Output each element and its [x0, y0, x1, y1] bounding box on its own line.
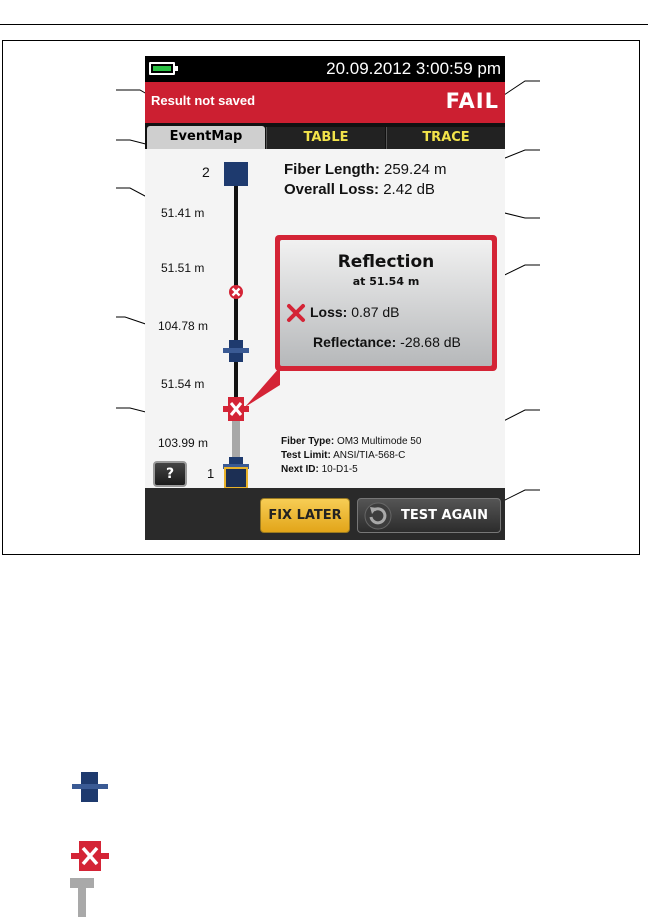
- page-top-rule: [0, 24, 648, 25]
- tester-screen: [145, 56, 505, 540]
- result-bar: [145, 82, 505, 123]
- test-limit-row: [281, 449, 421, 463]
- test-limit-label: Test Limit:: [281, 450, 331, 461]
- event-loss: [310, 304, 400, 320]
- date-time: 20.09.2012 3:00:59 pm: [326, 59, 501, 78]
- event-loss-value: 0.87 dB: [351, 304, 400, 320]
- event-reflectance: [313, 334, 461, 350]
- view-tabs: [145, 123, 505, 149]
- legend-fault-icon: [68, 838, 112, 874]
- fiber-meta: [281, 435, 421, 477]
- fail-status: FAIL: [445, 89, 499, 113]
- legend-launch-cable-icon: [68, 878, 98, 917]
- segment-length-label: 104.78 m: [158, 319, 209, 333]
- event-popup-body: [280, 240, 492, 366]
- fault-circle-icon: [229, 285, 243, 299]
- overall-loss-label: Overall Loss:: [284, 181, 380, 198]
- segment-length-label: 51.51 m: [161, 261, 205, 275]
- test-again-label: TEST AGAIN: [401, 508, 489, 523]
- event-reflectance-label: Reflectance:: [313, 334, 397, 350]
- end-connector-top-icon: [224, 162, 248, 186]
- fiber-summary: [284, 160, 447, 200]
- tab-eventmap[interactable]: EventMap: [147, 126, 265, 149]
- tab-trace[interactable]: TRACE: [386, 127, 505, 149]
- event-popup[interactable]: [275, 235, 497, 371]
- test-limit-value: ANSI/TIA-568-C: [333, 450, 406, 461]
- next-id-label: Next ID:: [281, 464, 319, 475]
- fail-x-icon: [286, 303, 306, 323]
- next-id-row: [281, 463, 421, 477]
- test-again-icon: [364, 502, 392, 530]
- event-map: [145, 149, 505, 488]
- battery-icon: [149, 62, 175, 75]
- fix-later-button[interactable]: FIX LATER: [260, 498, 350, 533]
- fiber-type-row: [281, 435, 421, 449]
- popup-pointer: [245, 367, 280, 407]
- help-button[interactable]: ?: [153, 461, 187, 487]
- fiber-length-value: 259.24 m: [384, 161, 447, 178]
- end-number-bottom: 1: [207, 466, 215, 481]
- event-type: Reflection: [337, 252, 435, 272]
- overall-loss-value: 2.42 dB: [383, 181, 435, 198]
- overall-loss-row: [284, 180, 447, 200]
- event-reflectance-value: -28.68 dB: [400, 334, 461, 350]
- fiber-length-label: Fiber Length:: [284, 161, 380, 178]
- event-loss-label: Loss:: [310, 304, 348, 320]
- fiber-type-value: OM3 Multimode 50: [336, 436, 422, 447]
- next-id-value: 10-D1-5: [321, 464, 358, 475]
- fiber-type-label: Fiber Type:: [281, 436, 335, 447]
- test-again-button[interactable]: [357, 498, 501, 533]
- bottom-bar: [145, 488, 505, 540]
- end-number-top: 2: [202, 164, 210, 180]
- event-distance: at 51.54 m: [352, 275, 420, 288]
- segment-length-label: 51.41 m: [161, 206, 205, 220]
- tab-table[interactable]: TABLE: [266, 127, 385, 149]
- save-status-text: Result not saved: [151, 93, 256, 108]
- status-bar: [145, 56, 505, 82]
- fiber-length-row: [284, 160, 447, 180]
- legend-connector-icon: [68, 770, 112, 806]
- segment-length-label: 51.54 m: [161, 377, 205, 391]
- connector-icon: [223, 340, 249, 362]
- end-connector-bottom-icon: [225, 468, 247, 488]
- segment-length-label: 103.99 m: [158, 436, 209, 450]
- fault-x-icon: [223, 397, 249, 421]
